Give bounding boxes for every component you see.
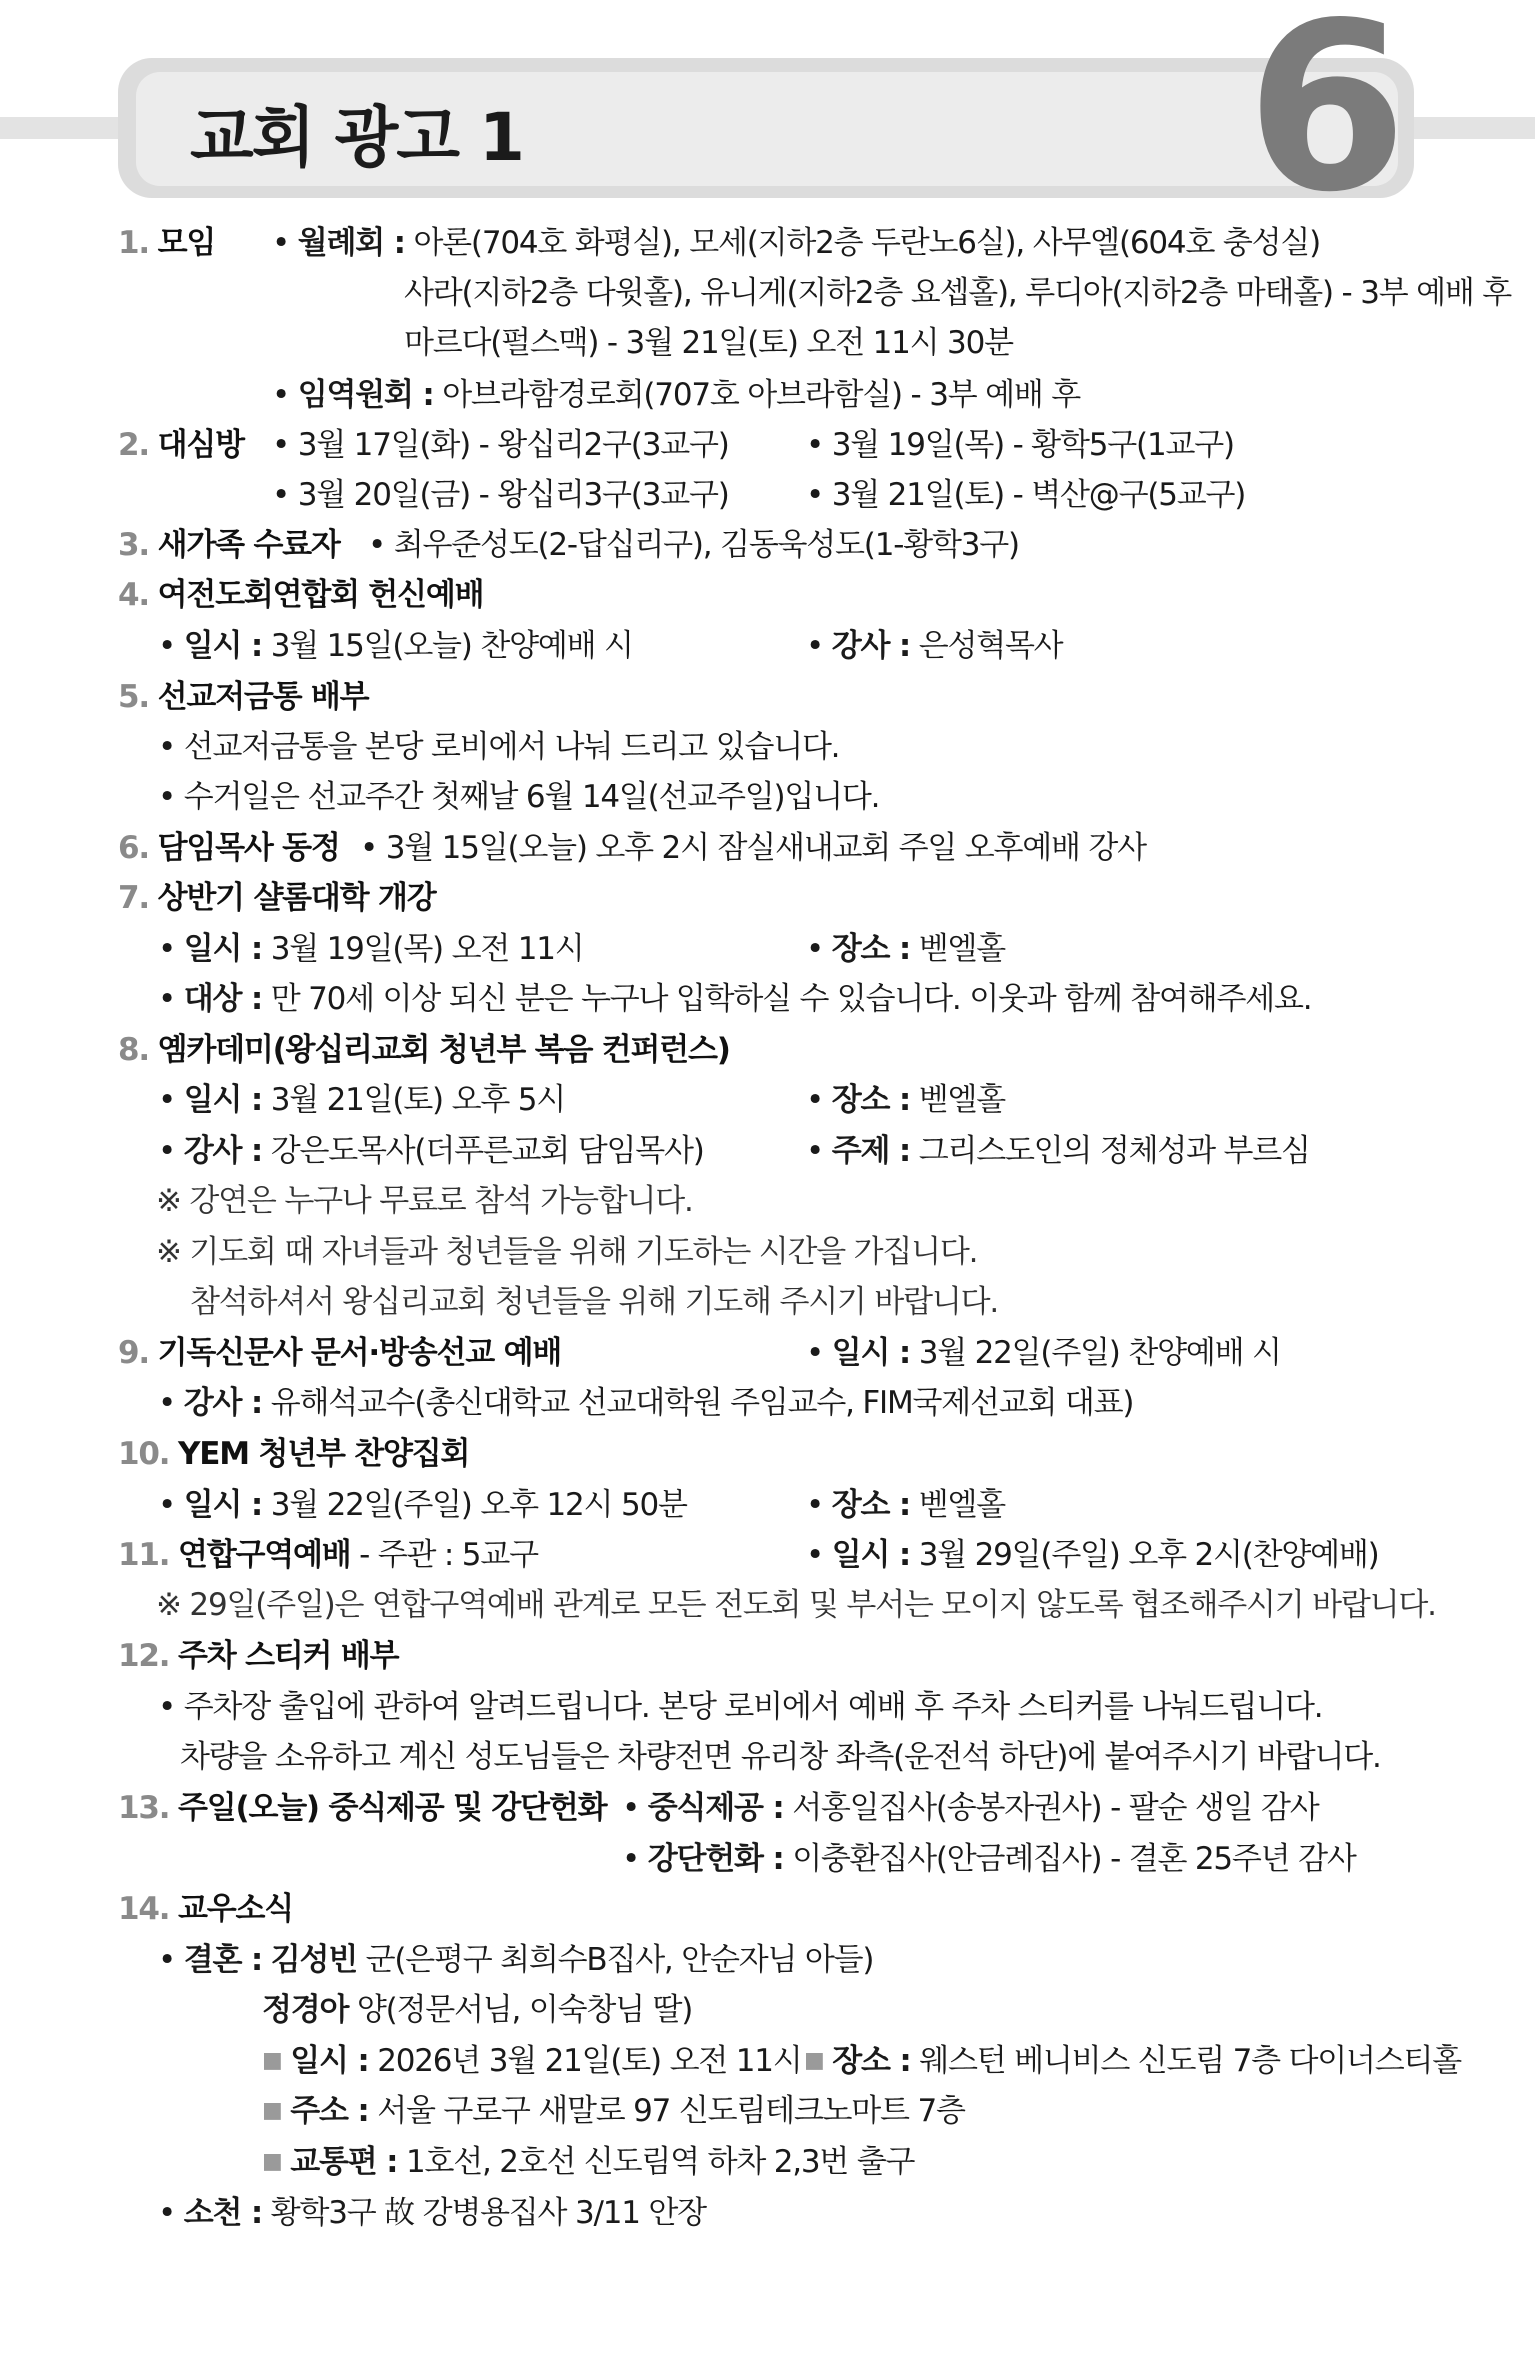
text-fragment: 3월 19일(목) 오전 11시 (270, 931, 584, 967)
text-fragment: 이충환집사(안금례집사) - 결혼 25주년 감사 (792, 1841, 1356, 1877)
text-fragment: 3월 15일(오늘) 찬양예배 시 (270, 628, 633, 664)
s14-death: • 소천 : 황학3구 故 강병용집사 3/11 안장 (158, 2195, 706, 2231)
text-fragment: 일시 : (183, 1082, 263, 1118)
s8-note1: ※ 강연은 누구나 무료로 참석 가능합니다. (156, 1183, 693, 1219)
s2-visit-b: • 3월 19일(목) - 황학5구(1교구) (806, 427, 1234, 463)
text-fragment: 대상 : (183, 981, 263, 1017)
section-11-heading (118, 1530, 538, 1580)
section-3-heading (118, 520, 340, 570)
square-bullet-icon: ■ (262, 2048, 282, 2073)
text-fragment: 군(은평구 최희수B집사, 안순자님 아들) (356, 1942, 874, 1978)
text-fragment: 3월 22일(주일) 오후 12시 50분 (270, 1487, 687, 1523)
section-12-heading (118, 1631, 398, 1681)
text-fragment: 양(정문서님, 이숙창님 딸) (348, 1992, 693, 2028)
s7-target: • 대상 : 만 70세 이상 되신 분은 누구나 입학하실 수 있습니다. 이웃과 함께 참여해주세요. (158, 981, 1312, 1017)
text-fragment: 3월 19일(목) - 황학5구(1교구) (831, 427, 1234, 463)
section-8-heading (118, 1025, 730, 1075)
section-title: 여전도회연합회 헌신예배 (157, 577, 484, 613)
section-1-heading (118, 218, 215, 268)
text-fragment: 벧엘홀 (918, 1082, 1005, 1118)
text-fragment: - 주관 : 5교구 (359, 1537, 538, 1573)
s2-visit-d: • 3월 21일(토) - 벽산@구(5교구) (806, 477, 1246, 513)
section-title: 교우소식 (177, 1891, 293, 1927)
text-fragment: 그리스도인의 정체성과 부르심 (918, 1133, 1310, 1169)
s1-monthly-line3: 마르다(펄스맥) - 3월 21일(토) 오전 11시 30분 (404, 325, 1013, 361)
s14-wedding-transport (262, 2137, 914, 2187)
s6-text: • 3월 15일(오늘) 오후 2시 잠실새내교회 주일 오후예배 강사 (360, 830, 1146, 866)
text-fragment: 김성빈 (270, 1942, 357, 1978)
section-title: 연합구역예배 (177, 1537, 351, 1573)
text-fragment: 장소 : (831, 931, 911, 967)
text-fragment: 3월 22일(주일) 찬양예배 시 (918, 1335, 1281, 1371)
s14-wedding-address (262, 2086, 965, 2136)
text-fragment: 장소 : (831, 1487, 911, 1523)
section-title: 주일(오늘) 중식제공 및 강단헌화 (177, 1790, 607, 1826)
text-fragment: 중식제공 : (647, 1790, 784, 1826)
section-title: 상반기 샬롬대학 개강 (157, 880, 436, 916)
section-2-heading (118, 420, 244, 470)
text-fragment: 최우준성도(2-답십리구), 김동욱성도(1-황학3구) (393, 527, 1019, 563)
section-5-heading (118, 672, 368, 722)
section-title: 기독신문사 문서·방송선교 예배 (157, 1335, 562, 1371)
text-fragment: 웨스턴 베니비스 신도림 7층 다이너스티홀 (919, 2043, 1462, 2079)
s8-speaker: • 강사 : 강은도목사(더푸른교회 담임목사) (158, 1133, 704, 1169)
s9-date: • 일시 : 3월 22일(주일) 찬양예배 시 (806, 1335, 1281, 1371)
s11-date: • 일시 : 3월 29일(주일) 오후 2시(찬양예배) (806, 1537, 1379, 1573)
section-number: 12. (118, 1638, 170, 1674)
s7-date: • 일시 : 3월 19일(목) 오전 11시 (158, 931, 584, 967)
s8-topic: • 주제 : 그리스도인의 정체성과 부르심 (806, 1133, 1310, 1169)
text-fragment: 2026년 3월 21일(토) 오전 11시 (377, 2043, 802, 2079)
s8-date: • 일시 : 3월 21일(토) 오후 5시 (158, 1082, 566, 1118)
text-fragment: 유해석교수(총신대학교 선교대학원 주임교수, FIM국제선교회 대표) (270, 1385, 1134, 1421)
s14-wedding-date (262, 2036, 802, 2086)
text-fragment: 은성혁목사 (918, 628, 1063, 664)
section-number: 10. (118, 1436, 170, 1472)
text-fragment: 벧엘홀 (918, 1487, 1005, 1523)
text-fragment: 임역원회 : (297, 377, 434, 413)
section-10-heading (118, 1429, 469, 1479)
text-fragment: 서홍일집사(송봉자권사) - 팔순 생일 감사 (792, 1790, 1319, 1826)
s14-wedding-place (804, 2036, 1461, 2086)
s14-wedding-groom: • 결혼 : 김성빈 군(은평구 최희수B집사, 안순자님 아들) (158, 1942, 874, 1978)
text-fragment: 서울 구로구 새말로 97 신도림테크노마트 7층 (377, 2093, 965, 2129)
section-title: 대심방 (157, 427, 244, 463)
square-bullet-icon: ■ (262, 2098, 282, 2123)
text-fragment: 아론(704호 화평실), 모세(지하2층 두란노6실), 사무엘(604호 충성실) (413, 225, 1320, 261)
text-fragment: 강단헌화 : (647, 1841, 784, 1877)
text-fragment: 3월 20일(금) - 왕십리3구(3교구) (297, 477, 729, 513)
text-fragment: 장소 : (831, 1082, 911, 1118)
section-number: 8. (118, 1032, 149, 1068)
s4-speaker: • 강사 : 은성혁목사 (806, 628, 1063, 664)
section-number: 13. (118, 1790, 170, 1826)
text-fragment: 소천 : (183, 2195, 263, 2231)
page-title: 교회 광고 1 (190, 99, 523, 176)
text-fragment: 강은도목사(더푸른교회 담임목사) (270, 1133, 704, 1169)
s7-place: • 장소 : 벧엘홀 (806, 931, 1005, 967)
s10-date: • 일시 : 3월 22일(주일) 오후 12시 50분 (158, 1487, 687, 1523)
text-fragment: 아브라함경로회(707호 아브라함실) - 3부 예배 후 (442, 377, 1081, 413)
text-fragment: 강사 : (831, 628, 911, 664)
text-fragment: 주차장 출입에 관하여 알려드립니다. 본당 로비에서 예배 후 주차 스티커를 나눠드립니다. (183, 1689, 1323, 1725)
text-fragment: 결혼 : (183, 1942, 263, 1978)
s11-note: ※ 29일(주일)은 연합구역예배 관계로 모든 전도회 및 부서는 모이지 않도록 협조해주시기 바랍니다. (156, 1587, 1436, 1623)
s2-visit-a: • 3월 17일(화) - 왕십리2구(3교구) (272, 427, 729, 463)
text-fragment: 3월 21일(토) - 벽산@구(5교구) (831, 477, 1246, 513)
s12-line1: • 주차장 출입에 관하여 알려드립니다. 본당 로비에서 예배 후 주차 스티커를 나눠드립니다. (158, 1689, 1323, 1725)
section-14-heading (118, 1884, 293, 1934)
section-number: 3. (118, 527, 149, 563)
text-fragment: 주제 : (831, 1133, 911, 1169)
section-title: 새가족 수료자 (157, 527, 340, 563)
section-number: 14. (118, 1891, 170, 1927)
text-fragment: 주소 : (290, 2093, 369, 2129)
s5-line1: • 선교저금통을 본당 로비에서 나눠 드리고 있습니다. (158, 729, 840, 765)
text-fragment: 선교저금통을 본당 로비에서 나눠 드리고 있습니다. (183, 729, 840, 765)
text-fragment: 3월 15일(오늘) 오후 2시 잠실새내교회 주일 오후예배 강사 (385, 830, 1146, 866)
text-fragment: 벧엘홀 (918, 931, 1005, 967)
s13-flower: • 강단헌화 : 이충환집사(안금례집사) - 결혼 25주년 감사 (622, 1841, 1356, 1877)
s13-lunch: • 중식제공 : 서홍일집사(송봉자권사) - 팔순 생일 감사 (622, 1790, 1319, 1826)
section-title: 선교저금통 배부 (157, 679, 369, 715)
s1-monthly-line2: 사라(지하2층 다윗홀), 유니게(지하2층 요셉홀), 루디아(지하2층 마태홀) - 3부 예배 후 (404, 275, 1512, 311)
section-6-heading (118, 823, 340, 873)
s1-staff-line: • 임역원회 : 아브라함경로회(707호 아브라함실) - 3부 예배 후 (272, 377, 1081, 413)
text-fragment: 일시 : (183, 628, 263, 664)
section-number: 1. (118, 225, 149, 261)
s10-place: • 장소 : 벧엘홀 (806, 1487, 1005, 1523)
text-fragment: 3월 29일(주일) 오후 2시(찬양예배) (918, 1537, 1379, 1573)
square-bullet-icon: ■ (262, 2149, 282, 2174)
section-13-heading (118, 1783, 606, 1833)
square-bullet-icon: ■ (804, 2048, 824, 2073)
text-fragment: 장소 : (832, 2043, 911, 2079)
s9-speaker: • 강사 : 유해석교수(총신대학교 선교대학원 주임교수, FIM국제선교회 대표) (158, 1385, 1134, 1421)
text-fragment: 일시 : (831, 1537, 911, 1573)
text-fragment: 정경아 (262, 1992, 349, 2028)
text-fragment: 월례회 : (297, 225, 405, 261)
s8-place: • 장소 : 벧엘홀 (806, 1082, 1005, 1118)
section-number: 9. (118, 1335, 149, 1371)
text-fragment: 3월 17일(화) - 왕십리2구(3교구) (297, 427, 729, 463)
text-fragment: 일시 : (183, 1487, 263, 1523)
section-title: 담임목사 동정 (157, 830, 340, 866)
s8-note2: ※ 기도회 때 자녀들과 청년들을 위해 기도하는 시간을 가집니다. (156, 1234, 978, 1270)
s12-line2: 차량을 소유하고 계신 성도님들은 차량전면 유리창 좌측(운전석 하단)에 붙여주시기 바랍니다. (180, 1739, 1381, 1775)
section-number: 11. (118, 1537, 170, 1573)
section-number: 4. (118, 577, 149, 613)
text-fragment: 강사 : (183, 1385, 263, 1421)
s8-note3: 참석하셔서 왕십리교회 청년들을 위해 기도해 주시기 바랍니다. (190, 1284, 998, 1320)
text-fragment: 일시 : (183, 931, 263, 967)
section-title: 주차 스티커 배부 (177, 1638, 399, 1674)
text-fragment: 수거일은 선교주간 첫째날 6월 14일(선교주일)입니다. (183, 779, 880, 815)
text-fragment: 일시 : (831, 1335, 911, 1371)
text-fragment: 강사 : (183, 1133, 263, 1169)
text-fragment: 황학3구 故 강병용집사 3/11 안장 (270, 2195, 706, 2231)
s4-date: • 일시 : 3월 15일(오늘) 찬양예배 시 (158, 628, 633, 664)
section-number: 2. (118, 427, 149, 463)
text-fragment: 3월 21일(토) 오후 5시 (270, 1082, 566, 1118)
text-fragment: 일시 : (290, 2043, 369, 2079)
section-number: 5. (118, 679, 149, 715)
section-number: 7. (118, 880, 149, 916)
section-title: 옘카데미(왕십리교회 청년부 복음 컨퍼런스) (157, 1032, 730, 1068)
section-title: 모임 (157, 225, 216, 261)
text-fragment: 1호선, 2호선 신도림역 하차 2,3번 출구 (405, 2144, 915, 2180)
s3-text: • 최우준성도(2-답십리구), 김동욱성도(1-황학3구) (368, 527, 1019, 563)
text-fragment: 만 70세 이상 되신 분은 누구나 입학하실 수 있습니다. 이웃과 함께 참여해주세요. (270, 981, 1312, 1017)
s2-visit-c: • 3월 20일(금) - 왕십리3구(3교구) (272, 477, 729, 513)
s5-line2: • 수거일은 선교주간 첫째날 6월 14일(선교주일)입니다. (158, 779, 880, 815)
section-number: 6. (118, 830, 149, 866)
text-fragment: 교통편 : (290, 2144, 398, 2180)
section-4-heading (118, 570, 483, 620)
section-9-heading (118, 1328, 561, 1378)
page-number: 6 (1246, 0, 1408, 243)
section-title: YEM 청년부 찬양집회 (177, 1436, 470, 1472)
s1-monthly-line1: • 월례회 : 아론(704호 화평실), 모세(지하2층 두란노6실), 사무엘(604호 충성실) (272, 225, 1320, 261)
s14-wedding-bride (262, 1985, 692, 2035)
section-7-heading (118, 873, 436, 923)
